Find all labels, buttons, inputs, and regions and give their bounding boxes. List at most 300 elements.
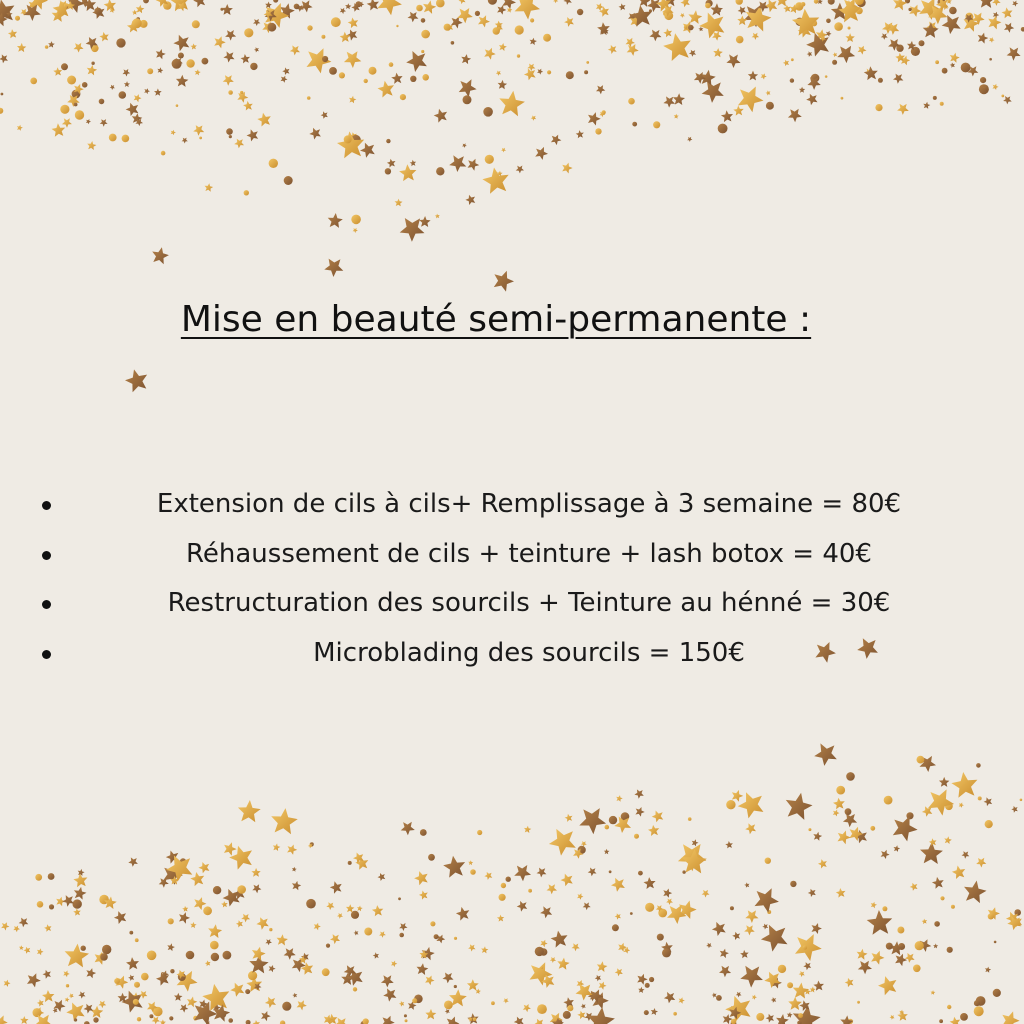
confetti-dot-icon <box>584 70 588 74</box>
star-icon <box>98 1001 106 1008</box>
star-icon <box>895 53 905 63</box>
star-icon <box>514 865 531 881</box>
star-icon <box>86 119 91 124</box>
star-icon <box>445 1009 450 1014</box>
star-icon <box>104 0 116 11</box>
confetti-dot-icon <box>244 28 253 37</box>
star-icon <box>292 867 297 872</box>
confetti-dot-icon <box>74 1018 77 1021</box>
star-icon <box>99 32 108 42</box>
star-icon <box>833 798 845 810</box>
confetti-dot-icon <box>280 1020 285 1024</box>
star-icon <box>806 94 817 105</box>
confetti-dot-icon <box>605 825 610 830</box>
confetti-dot-icon <box>61 63 68 70</box>
confetti-dot-icon <box>421 18 426 23</box>
star-icon <box>44 924 51 932</box>
confetti-dot-icon <box>993 989 1001 997</box>
star-icon <box>978 0 995 8</box>
star-icon <box>964 881 987 904</box>
star-icon <box>748 71 758 81</box>
confetti-dot-icon <box>688 25 694 31</box>
star-icon <box>577 1011 585 1019</box>
star-icon <box>939 777 950 787</box>
confetti-dot-icon <box>37 901 44 908</box>
confetti-dot-icon <box>444 24 451 31</box>
star-icon <box>1007 47 1021 60</box>
star-icon <box>615 913 621 919</box>
confetti-dot-icon <box>116 38 125 47</box>
star-icon <box>400 218 425 242</box>
confetti-dot-icon <box>436 0 445 7</box>
star-icon <box>766 90 771 95</box>
star-icon <box>182 906 188 912</box>
confetti-dot-icon <box>933 96 937 100</box>
star-icon <box>563 0 571 5</box>
confetti-dot-icon <box>99 99 105 105</box>
star-icon <box>451 16 463 28</box>
confetti-dot-icon <box>718 124 728 134</box>
confetti-dot-icon <box>444 1001 453 1010</box>
star-icon <box>462 143 467 148</box>
confetti-dot-icon <box>15 16 20 21</box>
star-icon <box>465 195 475 205</box>
star-icon <box>434 109 447 123</box>
star-icon <box>871 951 884 965</box>
star-icon <box>401 822 415 836</box>
star-icon <box>881 850 890 859</box>
star-icon <box>737 16 747 26</box>
confetti-dot-icon <box>400 94 406 100</box>
confetti-dot-icon <box>364 928 372 936</box>
star-icon <box>399 923 407 931</box>
star-icon <box>663 96 675 107</box>
star-icon <box>627 44 639 56</box>
star-icon <box>826 31 832 37</box>
star-icon <box>340 32 351 42</box>
star-icon <box>180 1004 189 1013</box>
confetti-dot-icon <box>226 128 233 135</box>
confetti-dot-icon <box>630 912 633 915</box>
confetti-dot-icon <box>609 816 617 824</box>
confetti-dot-icon <box>74 103 78 107</box>
confetti-dot-icon <box>645 983 650 988</box>
star-icon <box>4 980 11 987</box>
star-icon <box>1011 806 1018 813</box>
confetti-dot-icon <box>535 947 544 956</box>
star-icon <box>225 30 236 41</box>
confetti-dot-icon <box>306 899 316 909</box>
confetti-dot-icon <box>989 58 992 61</box>
star-icon <box>858 961 872 975</box>
confetti-dot-icon <box>410 76 416 82</box>
star-icon <box>132 10 137 15</box>
confetti-dot-icon <box>268 23 277 32</box>
confetti-dot-icon <box>250 63 257 70</box>
confetti-dot-icon <box>886 943 893 950</box>
confetti-dot-icon <box>836 786 845 795</box>
confetti-dot-icon <box>213 886 221 894</box>
star-icon <box>91 1006 104 1018</box>
star-icon <box>648 825 659 836</box>
confetti-dot-icon <box>688 817 692 821</box>
star-icon <box>179 912 190 924</box>
confetti-dot-icon <box>808 828 811 831</box>
star-icon <box>597 961 608 972</box>
star-icon <box>950 1017 961 1024</box>
star-icon <box>942 15 961 34</box>
star-icon <box>326 902 334 910</box>
star-icon <box>37 999 44 1006</box>
star-icon <box>634 789 643 798</box>
star-icon <box>419 891 428 900</box>
page-title-text: Mise en beauté semi-permanente : <box>180 299 812 340</box>
star-icon <box>292 993 297 998</box>
star-icon <box>712 993 717 998</box>
confetti-dot-icon <box>832 60 837 65</box>
star-icon <box>236 920 243 927</box>
star-icon <box>78 991 85 998</box>
confetti-dot-icon <box>726 800 735 809</box>
star-icon <box>564 17 574 27</box>
star-icon <box>813 832 822 841</box>
confetti-dot-icon <box>960 1013 968 1021</box>
star-icon <box>152 1017 160 1024</box>
confetti-dot-icon <box>537 1004 547 1014</box>
confetti-dot-icon <box>488 0 497 5</box>
star-icon <box>241 54 251 63</box>
star-icon <box>515 0 541 19</box>
confetti-dot-icon <box>81 946 86 951</box>
star-icon <box>423 0 436 14</box>
confetti-dot-icon <box>915 941 924 950</box>
confetti-dot-icon <box>657 934 664 941</box>
star-icon <box>84 1004 94 1014</box>
star-icon <box>923 22 939 38</box>
star-icon <box>720 949 729 959</box>
star-icon <box>771 997 777 1003</box>
star-icon <box>845 33 854 42</box>
star-icon <box>524 826 531 833</box>
star-icon <box>19 918 29 928</box>
star-icon <box>959 802 964 807</box>
star-icon <box>417 963 429 975</box>
star-icon <box>265 997 276 1008</box>
confetti-dot-icon <box>202 58 209 65</box>
confetti-dot-icon <box>919 40 925 46</box>
confetti-dot-icon <box>322 968 330 976</box>
star-icon <box>273 843 281 851</box>
star-icon <box>812 923 822 934</box>
star-icon <box>523 1004 531 1012</box>
star-icon <box>596 3 604 11</box>
star-icon <box>588 868 597 877</box>
star-icon <box>733 106 743 116</box>
star-icon <box>399 1001 404 1007</box>
star-icon <box>557 958 569 970</box>
star-icon <box>761 73 767 79</box>
confetti-dot-icon <box>870 826 875 831</box>
star-icon <box>736 992 742 998</box>
confetti-dot-icon <box>908 8 911 11</box>
confetti-dot-icon <box>477 830 482 835</box>
star-icon <box>836 888 846 898</box>
star-icon <box>13 926 20 933</box>
confetti-dot-icon <box>736 0 743 5</box>
confetti-dot-icon <box>269 159 278 168</box>
confetti-dot-icon <box>463 95 472 104</box>
confetti-dot-icon <box>399 933 404 938</box>
confetti-dot-icon <box>143 0 149 3</box>
confetti-dot-icon <box>935 60 939 64</box>
star-icon <box>243 101 253 111</box>
star-icon <box>126 957 139 970</box>
star-icon <box>745 823 756 834</box>
star-icon <box>198 862 209 873</box>
star-icon <box>62 118 72 128</box>
confetti-dot-icon <box>344 135 352 143</box>
confetti-dot-icon <box>530 18 534 22</box>
star-icon <box>988 16 1001 30</box>
star-icon <box>838 831 851 845</box>
confetti-dot-icon <box>814 0 819 4</box>
confetti-dot-icon <box>493 27 500 34</box>
confetti-dot-icon <box>567 1005 573 1011</box>
star-icon <box>395 199 403 207</box>
confetti-dot-icon <box>506 877 511 882</box>
price-list <box>0 480 1024 678</box>
star-icon <box>845 978 854 987</box>
confetti-dot-icon <box>884 796 893 805</box>
confetti-dot-icon <box>638 871 643 876</box>
star-icon <box>42 990 54 1002</box>
star-icon <box>496 71 501 76</box>
bullet-icon <box>42 600 51 609</box>
confetti-dot-icon <box>913 965 921 973</box>
star-icon <box>475 989 481 995</box>
star-icon <box>134 94 142 102</box>
star-icon <box>287 845 297 855</box>
star-icon <box>502 0 516 9</box>
star-icon <box>565 814 573 822</box>
star-icon <box>253 1020 261 1024</box>
confetti-dot-icon <box>612 924 619 931</box>
confetti-dot-icon <box>878 78 883 83</box>
star-icon <box>688 10 702 24</box>
star-icon <box>457 8 473 23</box>
star-icon <box>284 948 296 960</box>
star-icon <box>788 109 802 122</box>
star-icon <box>549 829 576 856</box>
star-icon <box>354 930 359 935</box>
star-icon <box>136 5 145 14</box>
confetti-dot-icon <box>857 1001 860 1004</box>
star-icon <box>553 0 558 3</box>
star-icon <box>864 66 878 80</box>
confetti-dot-icon <box>100 953 108 961</box>
star-icon <box>328 213 343 228</box>
star-icon <box>321 111 328 119</box>
star-icon <box>799 971 805 977</box>
star-icon <box>254 47 259 52</box>
confetti-dot-icon <box>364 79 368 83</box>
star-icon <box>87 141 96 150</box>
confetti-dot-icon <box>628 98 635 105</box>
star-icon <box>205 960 211 966</box>
star-icon <box>345 3 351 9</box>
star-icon <box>290 45 300 55</box>
confetti-dot-icon <box>223 951 232 960</box>
star-icon <box>222 4 233 15</box>
star-icon <box>764 0 777 12</box>
star-icon <box>484 48 496 60</box>
confetti-dot-icon <box>682 870 685 873</box>
star-icon <box>531 115 537 120</box>
confetti-dot-icon <box>717 9 721 13</box>
star-icon <box>481 946 488 953</box>
confetti-dot-icon <box>609 870 612 873</box>
confetti-dot-icon <box>988 913 994 919</box>
star-icon <box>468 860 473 865</box>
star-icon <box>494 271 514 292</box>
confetti-dot-icon <box>653 121 660 128</box>
star-icon <box>271 808 298 834</box>
star-icon <box>644 877 656 889</box>
price-item-label: Microblading des sourcils = 150€ <box>313 637 745 668</box>
star-icon <box>208 924 222 938</box>
star-icon <box>456 907 469 921</box>
star-icon <box>950 62 955 67</box>
star-icon <box>738 6 746 15</box>
star-icon <box>783 5 791 13</box>
confetti-dot-icon <box>294 4 300 10</box>
star-icon <box>807 51 813 57</box>
star-icon <box>732 932 740 940</box>
star-icon <box>893 816 918 841</box>
star-icon <box>399 164 416 181</box>
confetti-dot-icon <box>801 2 806 7</box>
star-icon <box>468 944 475 951</box>
confetti-dot-icon <box>1001 95 1004 98</box>
star-icon <box>878 976 896 995</box>
star-icon <box>484 872 492 880</box>
star-icon <box>461 54 471 64</box>
star-icon <box>638 987 644 993</box>
star-icon <box>799 87 805 93</box>
star-icon <box>895 954 907 967</box>
star-icon <box>125 369 147 392</box>
star-icon <box>752 33 759 40</box>
star-icon <box>713 48 723 57</box>
star-icon <box>52 123 66 136</box>
star-icon <box>576 984 593 1001</box>
confetti-dot-icon <box>147 68 153 74</box>
confetti-dot-icon <box>412 998 417 1003</box>
star-icon <box>534 1019 544 1024</box>
star-icon <box>446 1017 459 1024</box>
star-icon <box>435 214 440 219</box>
confetti-dot-icon <box>73 899 82 908</box>
confetti-dot-icon <box>405 1019 408 1022</box>
star-icon <box>382 1016 395 1024</box>
star-icon <box>540 906 552 918</box>
star-icon <box>1002 1011 1020 1024</box>
star-icon <box>615 968 623 976</box>
star-icon <box>307 48 332 73</box>
confetti-dot-icon <box>586 61 589 64</box>
confetti-dot-icon <box>434 934 439 939</box>
star-icon <box>234 139 244 149</box>
star-icon <box>679 997 685 1004</box>
confetti-dot-icon <box>284 176 293 185</box>
confetti-dot-icon <box>787 982 793 988</box>
star-icon <box>783 60 789 66</box>
confetti-dot-icon <box>396 25 398 27</box>
confetti-dot-icon <box>269 928 272 931</box>
star-icon <box>425 976 434 986</box>
confetti-dot-icon <box>49 904 54 909</box>
star-icon <box>721 110 733 122</box>
confetti-dot-icon <box>778 965 786 973</box>
star-icon <box>154 88 162 95</box>
confetti-dot-icon <box>172 59 182 69</box>
star-icon <box>540 940 547 948</box>
star-icon <box>381 975 394 987</box>
confetti-dot-icon <box>229 135 232 138</box>
star-icon <box>0 1015 8 1024</box>
star-icon <box>348 18 359 29</box>
confetti-dot-icon <box>825 75 828 78</box>
star-icon <box>128 857 138 866</box>
star-icon <box>588 112 601 125</box>
star-icon <box>373 952 379 959</box>
star-icon <box>425 1009 436 1020</box>
star-icon <box>144 88 150 94</box>
confetti-dot-icon <box>339 72 345 78</box>
confetti-dot-icon <box>114 978 120 984</box>
star-icon <box>378 873 386 881</box>
confetti-dot-icon <box>828 0 835 5</box>
confetti-dot-icon <box>329 67 337 75</box>
star-icon <box>173 35 189 52</box>
confetti-dot-icon <box>483 107 493 117</box>
star-icon <box>793 983 809 999</box>
star-icon <box>247 129 259 141</box>
star-icon <box>664 992 675 1003</box>
star-icon <box>468 159 480 171</box>
confetti-dot-icon <box>135 938 139 942</box>
star-icon <box>43 970 51 979</box>
confetti-dot-icon <box>974 1000 980 1006</box>
star-icon <box>530 38 537 45</box>
star-icon <box>190 43 196 49</box>
star-icon <box>867 910 893 935</box>
star-icon <box>680 0 689 7</box>
star-icon <box>551 931 568 948</box>
confetti-dot-icon <box>501 883 506 888</box>
confetti-dot-icon <box>985 820 993 828</box>
star-icon <box>467 979 479 990</box>
confetti-dot-icon <box>122 135 130 143</box>
star-icon <box>78 869 85 876</box>
confetti-dot-icon <box>228 90 233 95</box>
confetti-dot-icon <box>940 102 944 106</box>
star-icon <box>62 895 74 907</box>
star-icon <box>261 1011 271 1021</box>
confetti-dot-icon <box>282 1002 291 1011</box>
confetti-dot-icon <box>389 62 394 67</box>
star-icon <box>928 789 954 815</box>
